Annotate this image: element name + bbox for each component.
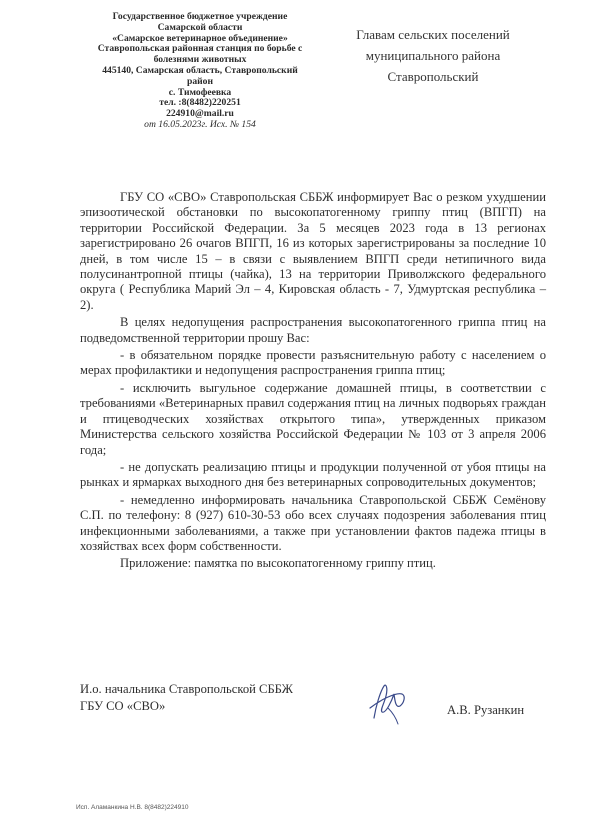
recipient-line2: муниципального района: [365, 48, 501, 63]
sender-address-line3: с. Тимофеевка: [168, 86, 232, 98]
paragraph-request: В целях недопущения распространения высокопатогенного гриппа птиц на подведомственной территории прошу Вас:: [80, 315, 546, 345]
recipient-block: [318, 24, 548, 87]
signatory-name: А.В. Рузанкин: [447, 703, 525, 717]
sender-email: 224910@mail.ru: [166, 108, 234, 120]
sender-org-line4: Ставропольская районная станция по борьбе с: [97, 43, 303, 55]
sender-address-line2: район: [187, 75, 213, 87]
paragraph-item-no-free-range: - исключить выгульное содержание домашней птицы, в соответствии с требованиями «Ветеринарных правил содержания птиц на личных подворьях граждан и птицеводческих хозяйствах открытого типа», утвержденных приказом Министерства сельского хозяйства Российской Федерации № 103 от 3 апреля 2006 года;: [80, 380, 546, 457]
signatory-title-line2: ГБУ СО «СВО»: [80, 699, 166, 713]
sender-org-line5: болезнями животных: [153, 54, 247, 66]
signatory-title-line1: И.о. начальника Ставропольской СББЖ: [80, 682, 293, 696]
outgoing-reference: от 16.05.2023г. Исх. № 154: [144, 118, 256, 130]
handwritten-signature: [362, 678, 412, 726]
recipient-line3: Ставропольский: [387, 69, 479, 84]
executor-footer: Исп. Аламанкина Н.В. 8(8482)224910: [76, 804, 189, 811]
paragraph-item-report: - немедленно информировать начальника Ставропольской СББЖ Семёнову С.П. по телефону: 8 (927) 610-30-53 обо всех случаях подозрения заболевания птиц инфекционными заболеваниями, а также при установлении фактов падежа птицы в хозяйствах всех форм собственности.: [80, 492, 546, 553]
paragraph-attachment: Приложение: памятка по высокопатогенному гриппу птиц.: [120, 556, 436, 571]
sender-address-line1: 445140, Самарская область, Ставропольский: [102, 64, 298, 76]
sender-org-line3: «Самарское ветеринарное объединение»: [112, 32, 288, 44]
paragraph-item-no-sale: - не допускать реализацию птицы и продукции полученной от убоя птицы на рынках и ярмарках выходного дня без ветеринарных сопроводительных документов;: [80, 459, 546, 490]
sender-phone: тел. :8(8482)220251: [159, 97, 241, 109]
paragraph-intro: ГБУ СО «СВО» Ставропольская СББЖ информирует Вас о резком ухудшении эпизоотической обстановки по высокопатогенному гриппу птиц (ВПГП) на территории Российской Федерации. За 5 месяцев 2023 года в 13 регионах зарегистрировано 26 очагов ВПГП, 16 из которых зарегистрированы за последние 10 дней, в том числе 15 – в связи с выявлением ВПГП среди нетипичного вида полусинантропной птицы (чайка), 13 на территории Приволжского федерального округа ( Республика Марий Эл – 4, Кировская область - 7, Удмуртская республика – 2).: [80, 190, 546, 312]
sender-block: [50, 12, 350, 131]
recipient-line1: Главам сельских поселений: [356, 27, 510, 42]
sender-org-line1: Государственное бюджетное учреждение: [112, 11, 288, 22]
letter-body: [80, 190, 546, 572]
sender-org-line2: Самарской области: [157, 21, 243, 33]
signatory-title-block: [80, 681, 340, 715]
paragraph-item-outreach: - в обязательном порядке провести разъяснительную работу с населением о мерах профилактики и недопущения распространения гриппа птиц;: [80, 348, 546, 378]
